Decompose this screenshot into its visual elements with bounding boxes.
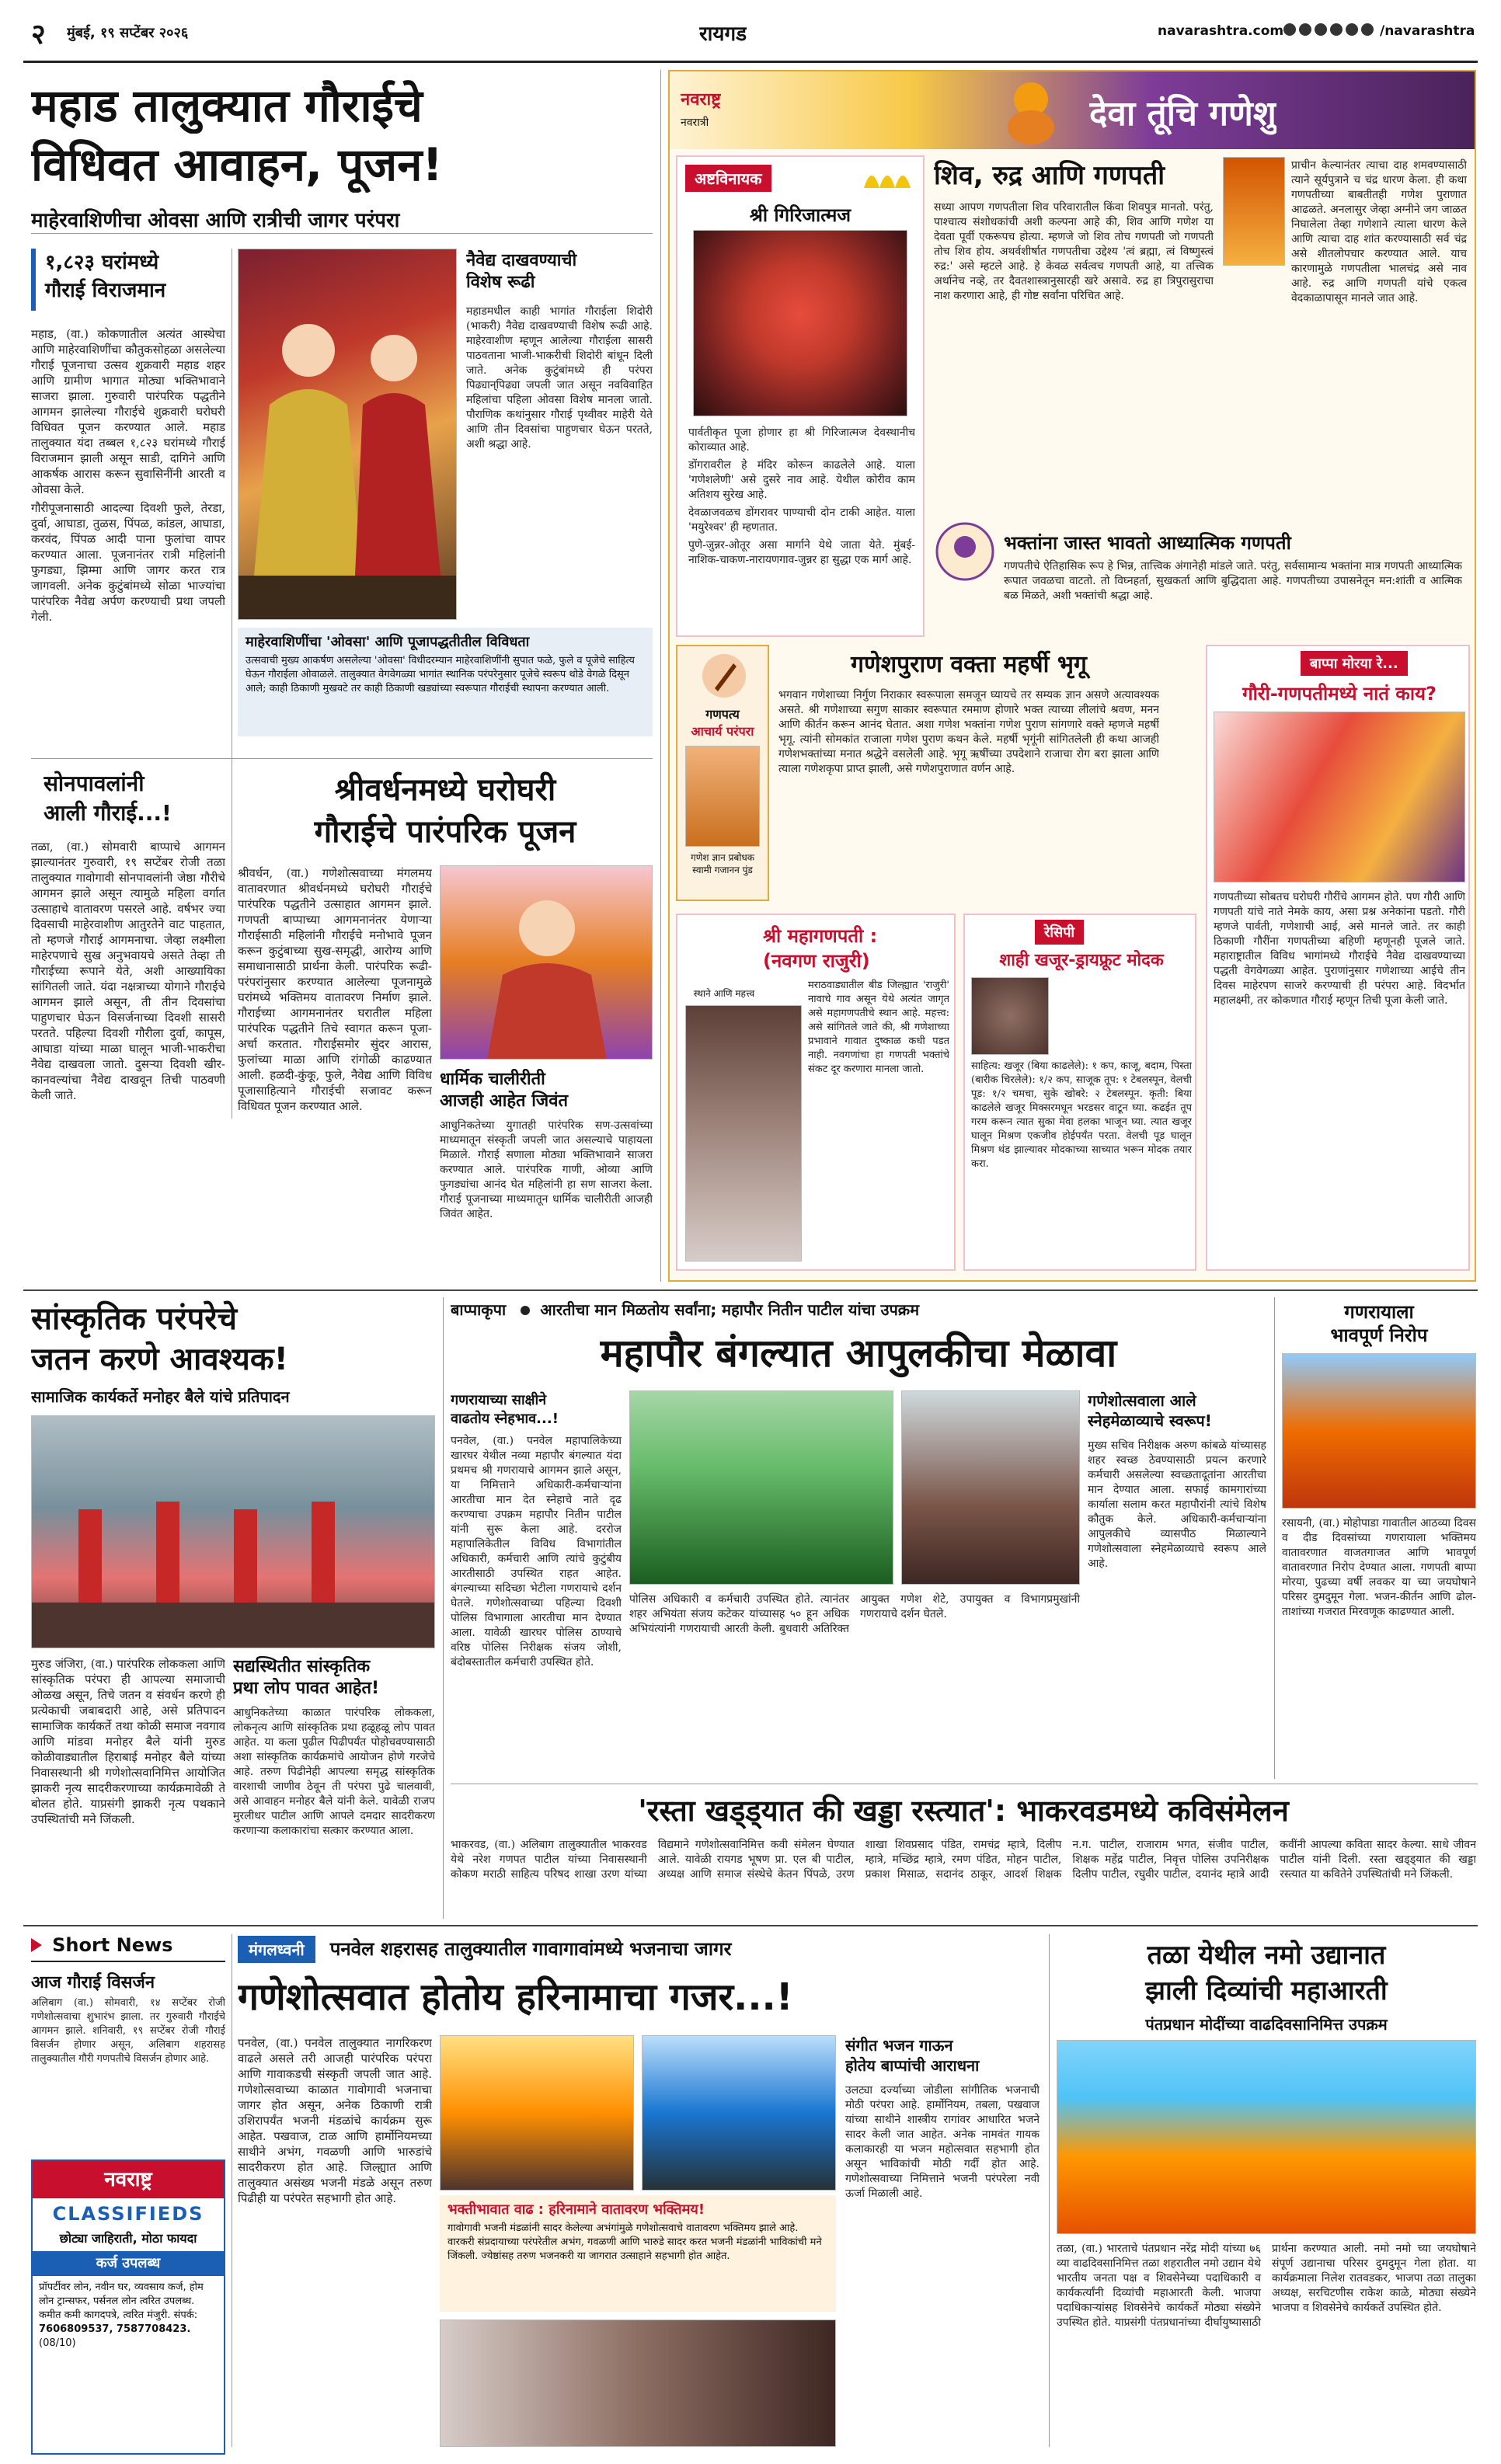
sanskrutik-headline-2: जतन करणे आवश्यक! — [31, 1342, 288, 1377]
naivedya-side-title-2: विशेष रूढी — [466, 273, 535, 292]
shrivardhan-body: श्रीवर्धन, (वा.) गणेशोत्सवाच्या मंगलमय वातावरणात श्रीवर्धनमध्ये घरोघरी गौराईचे पारंपरिक पद्धतीने उत्साहात आगमन झाले. गणपती बाप्पाच्या आगमनानंतर येणाऱ्या गौराईसाठी महिलांनी गौराईचे मनोभावे पूजन करून कुटुंबाच्या सुख-समृद्धी, आरोग्य आणि समाधानासाठी प्रार्थना केली. पारंपरिक रूढी-परंपरांनुसार करण्यात आलेल्या पूजनामुळे घरांमध्ये भक्तिमय वातावरण निर्माण झाले. गौराईच्या आगमनानंतर घरातील महिला पारंपरिक पद्धतीने तिचे स्वागत करून पूजा-अर्चा करतात. गौराईसमोर सुंदर आरास, फुलांच्या माळा आणि रांगोळी काढण्यात आली. हळदी-कुंकू, फुले, नैवेद्य आणि विविध पूजासाहित्याने गौराईची सजावट करून विधिवत पूजन करण्यात आले. — [238, 866, 432, 1113]
header-rule — [23, 61, 1478, 63]
mahapaur-aarti-photo — [629, 1390, 893, 1585]
section-name: रायगड — [699, 23, 747, 46]
naivedya-side-title-1: नैवेद्य दाखवण्याची — [466, 251, 577, 270]
gauri-ganpati-box — [1206, 645, 1470, 1271]
harinam-caption — [440, 2195, 836, 2312]
bhajan-photo-3 — [440, 2320, 836, 2447]
classifieds-tagline: छोट्या जाहिराती, मोठा फायदा — [59, 2231, 197, 2246]
ganesh-idol-icon — [996, 76, 1066, 146]
bhajan-photo-2 — [642, 2035, 836, 2191]
mahapaur-body: पनवेल, (वा.) पनवेल महापालिकेच्या खारघर येथील नव्या महापौर बंगल्यात यंदा प्रथमच श्री गणरायाचे आगमन झाले असून, या निमित्ताने अधिकारी-कर्मचाऱ्यांना आरतीचा मान देत स्नेहाचे नाते दृढ करण्याचा उपक्रम महापौर नितीन पाटील यांनी सुरू केला आहे. दररोज महापालिकेतील विविध विभागांतील अधिकारी, कर्मचारी आणि त्यांचे कुटुंबीय आरतीसाठी उपस्थित राहत आहेत. बंगल्याच्या सदिच्छा भेटीला गणरायाचे दर्शन घेतले. गणेशोत्सवाच्या पहिल्या दिवशी पोलिस विभागाला आरतीचा मान देण्यात आला. यावेळी खारघर पोलिस ठाण्याचे वरिष्ठ पोलिस निरीक्षक संजय जोशी, बंदोबस्तातील कर्मचारी उपस्थित होते. — [451, 1435, 622, 1669]
sonpavla-title-2: आली गौराई...! — [44, 800, 172, 826]
modak-icon — [856, 160, 918, 191]
acharya-tag-2: आचार्य परंपरा — [691, 724, 754, 739]
zakari-dance-photo — [31, 1415, 435, 1648]
deva-brand-sub: नवरात्री — [681, 117, 709, 129]
mahapaur-side-title-1: गणरायाच्या साक्षीने — [451, 1392, 547, 1408]
sonpavla-body: तळा, (वा.) सोमवारी बाप्पाचे आगमन झाल्यानंतर गुरुवारी, १९ सप्टेंबर रोजी तळा तालुक्यात गावोगावी सोनपावलांनी जेष्ठा गौरीचे आगमन झाले असून त्यामुळे महिला वर्गात उत्साहाचे वातावरण पसरले आहे. वर्षभर ज्या दिवसाची माहेरवाशीण आतुरतेने वाट पाहतात, तो म्हणजे गौराई आगमनाचा. जेव्हा लक्ष्मीला माहेरपणाचे सुख अनुभवायचे असते तेव्हा ती गौराईच्या रूपाने येते, अशी आख्यायिका सांगितली जाते. यंदा नक्षत्राच्या योगाने गौराईचे आगमन झाले असून, ती तीन दिवसांचा पाहुणचार घेऊन विसर्जनाच्या दिवशी सासरी परतते. पहिल्या दिवशी गौरीला दुर्वा, कापूस, आघाडा यांच्या माळा घालून भाजी-भाकरीचा नैवेद्य दाखवला जातो. दुसऱ्या दिवशी खीर-कानवल्यांचा नैवेद्य दाखवून तिची पाठवणी केली जाते. — [31, 840, 225, 1102]
ganaraya-procession-photo — [1282, 1353, 1476, 1509]
classifieds-code: (08/10) — [39, 2337, 76, 2349]
acharya-box — [676, 645, 769, 901]
girijatmaj-title: श्री गिरिजात्मज — [749, 204, 851, 226]
deva-tunchi-section — [668, 70, 1476, 1282]
acharya-tag-1: गणपत्य — [705, 707, 740, 722]
facebook-icon[interactable] — [1283, 23, 1296, 36]
recipe-body: साहित्य: खजूर (बिया काढलेले): १ कप, काजू, बदाम, पिस्ता (बारीक चिरलेले): १/२ कप, साजूक तूप: १ टेबलस्पून, वेलची पूड: १/२ चमचा, सुके खोबरे: २ टेबलस्पून. कृती: बिया काढलेले खजूर मिक्सरमधून भरडसर वाटून घ्या. कढईत तूप गरम करून त्यात सुका मेवा हलका भाजून घ्या. त्यात खजूर घालून मिश्रण एकजीव होईपर्यंत परता. वेलची पूड घालून मिश्रण थंड झाल्यावर मोदकाच्या साच्यात भरून मोदक तयार करा. — [971, 1060, 1192, 1170]
ganaraya-title-2: भावपूर्ण निरोप — [1330, 1324, 1428, 1346]
dharmik-side-body: आधुनिकतेच्या युगातही पारंपरिक सण-उत्सवांच्या माध्यमातून संस्कृती जपली जात असल्याचे पाहायला मिळाले. गौराई सणाला मोठ्या भक्तिभावाने साजरा करण्यात आले. पारंपरिक गाणी, ओव्या आणि फुगड्यांचा आनंद घेत महिलांनी हा सण साजरा केला. गौराई पूजनाच्या माध्यमातून धार्मिक चालीरीती आजही जिवंत आहेत. — [440, 1119, 653, 1220]
mahapaur-side2-title-2: स्नेहमेळाव्याचे स्वरूप! — [1088, 1411, 1212, 1430]
shrivardhan-headline-1: श्रीवर्धनमध्ये घरोघरी — [334, 772, 556, 808]
recipe-title: शाही खजूर-ड्रायफ्रूट मोदक — [999, 951, 1164, 970]
deva-tunchi-banner — [670, 71, 1475, 149]
girijatmaj-point-4: पुणे-जुन्नर-ओतूर असा मार्गाने येथे जाता येते. मुंबई-नाशिक-चाकण-नारायणगाव-जुन्नर हा सुद्धा एक मार्ग आहे. — [688, 539, 915, 566]
classifieds-phone: 7606809537, 7587708423. — [39, 2323, 191, 2335]
mahaganpati-body: मराठवाड्यातील बीड जिल्ह्यात 'राजुरी' नावाचे गाव असून येथे अत्यंत जागृत असे महागणपतीचे स्थान आहे. महत्त्व: असे सांगितले जाते की, श्री गणेशाच्या प्रभावाने गावात दुष्काळ कधी पडत नाही. नवगणांचा हा गणपती भक्तांचे संकट दूर करणारा मानला जातो. — [808, 980, 949, 1075]
harinam-body: पनवेल, (वा.) पनवेल तालुक्यात नागरिकरण वाढले असले तरी आजही पारंपरिक परंपरा आणि गावाकडची संस्कृती जपली जात आहे. गणेशोत्सवाच्या काळात गावोगावी भजनाचा जागर होत असून, अनेक ठिकाणी रात्री उशिरापर्यंत भजनी मंडळांचे कार्यक्रम सुरू आहेत. पखवाज, टाळ आणि हार्मोनियमच्या साथीने अभंग, गवळणी आणि भारुडांचे सादरीकरण होत आहे. जिल्ह्यात आणि तालुक्यात असंख्य भजनी मंडळे असून तरुण पिढीही या परंपरेत सहभागी होत आहे. — [238, 2036, 432, 2205]
deva-brand: नवराष्ट्र — [681, 90, 721, 110]
lead-body-para-2: गौरीपूजनासाठी आदल्या दिवशी फुले, तेरडा, दुर्वा, आघाडा, तुळस, पिंपळ, कांडल, आघाडा, करवंद, पिंपळ आदी पाना फुलांचा वापर करण्यात आला. पूजनानंतर रात्री महिलांनी फुगड्या, झिम्मा आणि जागर करत रात्र जागवली. अनेक कुटुंबांमध्ये सोळा भाज्यांचा पारंपरिक नैवेद्य अर्पण करण्याची प्रथा जपली गेली. — [31, 501, 225, 624]
mahapaur-kicker — [451, 1299, 1266, 1327]
short-news-title: आज गौराई विसर्जन — [31, 1973, 155, 1992]
recipe-tag: रेसिपी — [1035, 920, 1084, 945]
classifieds-ad-text: प्रॉपर्टीवर लोन, नवीन घर, व्यवसाय कर्ज, होम लोन ट्रान्सफर, पर्सनल लोन त्वरित उपलब्ध. कमीत कमी कागदपत्रे, त्वरित मंजुरी. संपर्क: — [39, 2281, 204, 2321]
sanskrutik-rule — [443, 1297, 444, 1919]
sanskrutik-headline-1: सांस्कृतिक परंपरेचे — [31, 1301, 238, 1337]
harinam-kicker — [238, 1936, 1015, 1967]
sangeet-body: उलट्या दर्ज्याच्या जोडीला सांगीतिक भजनाची मोठी परंपरा आहे. हार्मोनियम, तबला, पखवाज यांच्या साथीने शास्त्रीय रागांवर आधारित भजने सादर केली जात आहेत. अनेक नामवंत गायक कलाकारही या भजन महोत्सवात सहभागी होत असून भाविकांची मोठी गर्दी होत आहे. गणेशोत्सवाच्या निमित्ताने भजनी परंपरेला नवी ऊर्जा मिळाली आहे. — [845, 2084, 1040, 2200]
short-news-header — [31, 1934, 225, 1962]
sanskrutik-side-title-2: प्रथा लोप पावत आहेत! — [233, 1679, 380, 1698]
date-line: मुंबई, १९ सप्टेंबर २०२६ — [67, 25, 189, 41]
namo-aarti-photo — [1057, 2040, 1476, 2234]
lead-caption-body: उत्सवाची मुख्य आकर्षण असलेल्या 'ओवसा' विधीदरम्यान माहेरवाशिणींनी सुपात फळे, फुले व पूजेचे साहित्य घेऊन गौराईला ओवाळले. तालुक्यात वेगवेगळ्या भागांत स्थानिक परंपरेनुसार पूजेचे स्वरूप थोडे वेगळे दिसून आले; काही ठिकाणी मुखवटे तर काही ठिकाणी खड्यांच्या स्वरूपात गौराईची स्थापना करण्यात आली. — [246, 655, 635, 694]
namo-headline-2: झाली दिव्यांची महाआरती — [1145, 1975, 1388, 2006]
modak-photo — [971, 977, 1049, 1055]
site-url[interactable]: navarashtra.com — [1158, 23, 1284, 39]
sangeet-title-1: संगीत भजन गाऊन — [845, 2036, 953, 2055]
lead-headline-1: महाड तालुक्यात गौराईचे — [31, 79, 423, 132]
bhrigu-body: भगवान गणेशाच्या निर्गुण निराकार स्वरूपाला समजून घ्यायचे तर सम्यक ज्ञान असणे अत्यावश्यक असते. श्री गणेशाच्या सगुण साकार स्वरूपात रममाण होणारे भक्त त्याच्या लीलांचे श्रवण, मनन आणि कीर्तन करून आनंद घेतात. अशा गणेश भक्तांना गणेश पुराण सांगणारे वक्ते म्हणजे महर्षी भृगू. त्यांनी सोमकांत राजाला गणेश पुराण कथन केले. महर्षी भृगूंनी सांगितलेली ही कथा आजही गणेशभक्तांच्या मनात श्रद्धेने वसलेली आहे. भृगू ऋषींच्या उपदेशाने राजाचा रोग बरा झाला आणि त्याला गणेशकृपा प्राप्त झाली, असे गणेशपुराणात वर्णन आहे. — [778, 689, 1159, 775]
mahapaur-kicker-text: आरतीचा मान मिळतोय सर्वांना; महापौर नितीन पाटील यांचा उपक्रम — [540, 1300, 920, 1319]
mahapaur-body-2: पोलिस अधिकारी व कर्मचारी उपस्थित होते. त्यानंतर शहर अभियंता संजय कटेकर यांच्यासह ५० हून अधिक अभियंत्यांनी गणरायाची आरती केली. बुधवारी अतिरिक्त आयुक्त गणेश शेटे, उपायुक्त व विभागप्रमुखांनी गणरायाचे दर्शन घेतले. — [629, 1593, 1080, 1635]
shrivardhan-gauri-figure — [441, 866, 653, 1060]
classifieds-section: कर्ज उपलब्ध — [33, 2251, 224, 2276]
lead-body-para-1: महाड, (वा.) कोकणातील अत्यंत आस्थेचा आणि माहेरवाशिणींचा कौतुकसोहळा असलेल्या गौराई पूजनाचा उत्सव शुक्रवारी महाड शहर आणि ग्रामीण भागात मोठ्या भक्तिभावाने साजरा झाला. गुरुवारी पारंपरिक पद्धतीने आगमन झालेल्या गौराईचे शुक्रवारी घरोघरी विधिवत पूजन करण्यात आले. महाड तालुक्यात यंदा तब्बल १,८२३ घरांमध्ये गौराई विराजमान झाली असून साडी, दागिने आणि आकर्षक आरास करून सुवासिनींनी आरती व ओवसा केले. — [31, 327, 225, 496]
quill-icon — [701, 653, 747, 699]
bhajan-photo-1 — [440, 2035, 634, 2191]
mahapaur-headline: महापौर बंगल्यात आपुलकीचा मेळावा — [600, 1331, 1117, 1376]
bhrigu-title: गणेशपुराण वक्ता महर्षी भृगू — [851, 651, 1087, 678]
classifieds-box — [31, 2159, 225, 2455]
girijatmaj-idol-photo — [693, 230, 907, 416]
gauri-ganpati-title: गौरी-गणपतीमध्ये नातं काय? — [1242, 683, 1437, 705]
harinam-headline: गणेशोत्सवात होतोय हरिनामाचा गजर...! — [238, 1975, 793, 2019]
ashtavinayak-tag: अष्टविनायक — [685, 165, 771, 192]
lead-subhead-rule — [31, 233, 653, 234]
sanskrutik-side-title-1: सद्यस्थितीत सांस्कृतिक — [233, 1657, 371, 1676]
acharya-caption: गणेश ज्ञान प्रबोधक स्वामी गजानन पुंड — [690, 852, 755, 875]
girijatmaj-point-3: देवळाजवळच डोंगरावर पाण्याची दोन टाकी आहेत. याला 'मयुरेश्वर' ही म्हणतात. — [688, 506, 915, 534]
shiv-rudra-title: शिव, रुद्र आणि गणपती — [934, 160, 1165, 191]
mahaganpati-box — [676, 914, 956, 1271]
harinam-caption-title: भक्तीभावात वाढ : हरिनामाने वातावरण भक्तिमय! — [448, 2201, 705, 2218]
mahapaur-side2-title-1: गणेशोत्सवाला आले — [1088, 1391, 1196, 1410]
gauri-idol-figure — [239, 249, 457, 620]
girijatmaj-points — [688, 426, 915, 634]
social-handle[interactable]: /navarashtra — [1380, 23, 1475, 39]
page-number: २ — [31, 19, 46, 50]
shrivardhan-gauri-photo — [440, 865, 653, 1060]
bhakta-title: भक्तांना जास्त भावतो आध्यात्मिक गणपती — [1004, 532, 1291, 554]
shiv-rudra-body: सध्या आपण गणपतीला शिव परिवारातील किंवा शिवपुत्र मानतो. परंतु, पाश्चात्य संशोधकांची अशी कल्पना आहे की, शिव आणि गणेश या देवता पूर्वी एकरूपच होत्या. म्हणजे जो शिव तोच गणपती जो गणपती तोच शिव होय. अथर्वशीर्षात गणपतीचा उद्देश्य 'त्वं ब्रह्मा, त्वं विष्णुस्त्वं रुद्र:' असे म्हटले आहे. हे केवळ सर्वत्वच गणपती आहे, या तत्त्विक अर्थानेच नव्हे, तर दैवतशास्त्रानुसारही खरे असावे. रुद्र हा त्रिपुरासुराचा नाश करणारा आहे, ही गोष्ट सर्वांना परिचित आहे. — [934, 201, 1214, 302]
mahaganpati-idol-photo — [685, 1005, 802, 1262]
sanskrutik-subhead: सामाजिक कार्यकर्ते मनोहर बैले यांचे प्रतिपादन — [31, 1387, 290, 1406]
mahaganpati-title: श्री महागणपती : — [763, 925, 878, 947]
lead-kicker-line-1: १,८२३ घरांमध्ये — [45, 251, 159, 274]
ashtavinayak-box — [676, 155, 925, 637]
short-news-body: अलिबाग (वा.) सोमवारी, १४ सप्टेंबर रोजी गणेशोत्सवाचा शुभारंभ झाला. तर गुरुवारी गौराईचे आगमन झाले. शनिवारी, १९ सप्टेंबर रोजी गौराई विसर्जन होणार असून, अलिबाग शहरासह तालुक्यातील गौरी गणपतीचे विसर्जन होणार आहे. — [31, 1997, 225, 2065]
mahaganpati-sub: (नवगण राजुरी) — [763, 950, 870, 972]
girijatmaj-point-2: डोंगरावरील हे मंदिर कोरून काढलेले आहे. याला 'गणेशलेणी' असे दुसरे नाव आहे. येथील कोरीव काम अतिशय सुरेख आहे. — [688, 459, 915, 501]
mahapaur-side-title-2: वाढतोय स्नेहभाव...! — [451, 1411, 559, 1427]
namo-headline-1: तळा येथील नमो उद्यानात — [1147, 1940, 1386, 1971]
deva-banner-title: देवा तूंचि गणेशु — [1089, 94, 1276, 134]
sanskrutik-body: मुरुड जंजिरा, (वा.) पारंपरिक लोककला आणि सांस्कृतिक परंपरा ही आपल्या समाजाची ओळख असून, तिचे जतन व संवर्धन करणे ही प्रत्येकाची जबाबदारी आहे, असे प्रतिपादन सामाजिक कार्यकर्ते तथा कोळी समाज नवगाव आणि मांडवा मनोहर बैले यांनी मुरुड कोळीवाड्यातील हिराबाई मनोहर बैले यांच्या निवासस्थानी श्री गणेशोत्सवानिमित्त आयोजित झाकरी नृत्य सादरीकरणाच्या कार्यक्रमावेळी ते बोलत होते. याप्रसंगी झाकरी नृत्य पथकाने उपस्थितांची मने जिंकली. — [31, 1657, 225, 1826]
kavisammelan-headline: 'रस्ता खड्ड्यात की खड्डा रस्त्यात': भाकरवडमध्ये कविसंमेलन — [638, 1794, 1289, 1828]
mahapaur-rule — [1274, 1297, 1275, 1779]
harinam-rule — [1049, 1934, 1050, 2447]
namo-body: तळा, (वा.) भारताचे पंतप्रधान नरेंद्र मोदी यांच्या ७६ व्या वाढदिवसानिमित्त तळा शहरातील नमो उद्यान येथे भारतीय जनता पक्ष व शिवसेनेच्या पदाधिकारी व कार्यकर्त्यांनी दिव्यांची महाआरती केली. भाजपा पदाधिकाऱ्यांसह शिवसेनेचे कार्यकर्ते मोठ्या संख्येने उपस्थित होते. याप्रसंगी पंतप्रधानांच्या दीर्घायुष्यासाठी प्रार्थना करण्यात आली. नमो नमो च्या जयघोषाने संपूर्ण उद्यानाचा परिसर दुमदुमून गेला होता. या कार्यक्रमाला निलेश रातवडकर, भाजपा तळा तालुका अध्यक्ष, सरचिटणीस राकेश काळे, मोठ्या संख्येने भाजपा व शिवसेनेचे कार्यकर्ते उपस्थित होते. — [1057, 2243, 1476, 2329]
lead-kicker-line-2: गौराई विराजमान — [45, 279, 166, 302]
mahapaur-side2-body: मुख्य सचिव निरीक्षक अरुण कांबळे यांच्यासह शहर स्वच्छ ठेवण्यासाठी प्रयत्न करणारे कर्मचारी असलेल्या स्वच्छतादूतांना आरतीचा मान देण्यात आला. सफाई कामगारांच्या कार्याला सलाम करत महापौरांनी त्यांचे विशेष कौतुक केले. अधिकारी-कर्मचाऱ्यांना आपुलकीचे व्यासपीठ मिळाल्याने गणेशोत्सवाला स्नेहमेळाव्याचे स्वरूप आले आहे. — [1088, 1439, 1266, 1570]
kavisammelan-body: भाकरवड, (वा.) अलिबाग तालुक्यातील भाकरवड येथे नरेश गणपत पाटील यांच्या निवासस्थानी कोकण मराठी साहित्य परिषद शाखा उरण यांच्या विद्यमाने गणेशोत्सवानिमित्त कवी संमेलन घेण्यात आले. यावेळी रायगड भूषण प्रा. एल बी पाटील, अध्यक्ष आणि समाज संस्थेचे केतन पिंपळे, उरण शाखा शिवप्रसाद पंडित, रामचंद्र म्हात्रे, दिलीप म्हात्रे, मच्छिंद्र म्हात्रे, रमण पंडित, मोहन पाटील, प्रकाश मिसाळ, सदानंद ठाकूर, आदर्श शिक्षक न.ग. पाटील, राजाराम भगत, संजीव पाटील, शिक्षक महेंद्र पाटील, निवृत्त पोलिस उपनिरीक्षक दिलीप पाटील, रघुवीर पाटील, दयानंद म्हात्रे आदी कवींनी आपल्या कविता सादर केल्या. साधे जीवन पाटील यांनी दिली. रस्ता खड्ड्यात की खड्डा रस्त्यात या कवितेने उपस्थितांची मने जिंकली. — [451, 1839, 1476, 1881]
bhakta-body: गणपतीचे ऐतिहासिक रूप हे भिन्न, तात्त्विक अंगानेही मांडले जाते. परंतु, सर्वसामान्य भक्तांना मात्र गणपती आध्यात्मिक रूपात जवळचा वाटतो. तो विघ्नहर्ता, सुखकर्ता आणि बुद्धिदाता आहे. गणपतीच्या उपासनेतून मन:शांती व आत्मिक बळ मिळते, अशी भक्तांची श्रद्धा आहे. — [1004, 560, 1462, 602]
lead-kicker — [31, 249, 225, 311]
swami-photo — [685, 746, 760, 847]
x-icon[interactable] — [1299, 23, 1311, 36]
mahapaur-police-photo — [901, 1390, 1080, 1585]
gauri-idol-photo — [238, 249, 457, 620]
dancers-figure — [32, 1416, 435, 1648]
sonpavla-title-1: सोनपावलांनी — [44, 771, 145, 796]
linkedin-icon[interactable] — [1361, 23, 1374, 36]
mid-rule-1 — [23, 1289, 1478, 1291]
mahapaur-kicker-tag: बाप्पाकृपा — [451, 1300, 507, 1319]
lead-bottom-rule — [31, 758, 653, 759]
recipe-box — [963, 914, 1196, 1271]
harinam-caption-body: गावोगावी भजनी मंडळांनी सादर केलेल्या अभंगांमुळे गणेशोत्सवाचे वातावरण भक्तिमय झाले आहे. वारकरी संप्रदायाच्या परंपरेतील अभंग, गवळणी आणि भारुडे सादर करत भजनी मंडळांनी भाविकांची मने जिंकली. ज्येष्ठांसह तरुण भजनकरी या जागरात उत्साहाने सहभागी होत आहेत. — [448, 2222, 822, 2262]
whatsapp-icon[interactable] — [1330, 23, 1343, 36]
mahaganpati-caption: स्थाने आणि महत्त्व — [693, 988, 755, 999]
shrivardhan-headline-2: गौराईचे पारंपरिक पूजन — [314, 814, 576, 850]
classifieds-ad[interactable] — [39, 2281, 218, 2436]
lead-subhead: माहेरवाशिणीचा ओवसा आणि रात्रीची जागर परंपरा — [31, 209, 400, 232]
classifieds-brand: नवराष्ट्र — [33, 2161, 224, 2198]
sangeet-title-2: होतेय बाप्पांची आराधना — [845, 2056, 980, 2075]
gauri-ganpati-body: गणपतीच्या सोबतच घरोघरी गौरींचे आगमन होते. पण गौरी आणि गणपती यांचे नाते नेमके काय, असा प्रश्न अनेकांना पडतो. गौरी म्हणजे पार्वती, गणेशाची आई, असे मानले जाते. तर काही ठिकाणी गौरींना गणपतीच्या बहिणी म्हणूनही पूजले जाते. महाराष्ट्रातील विविध भागांमध्ये गौराईचे नैवेद्य दाखवण्याच्या पद्धती वेगवेगळ्या आहेत. पुराणांनुसार गणेशाच्या आईचे तीन दिवस माहेरपण साजरे करण्याची ही परंपरा आहे. विदर्भात महालक्ष्मी, तर कोकणात गौराई म्हणून तिची पूजा केली जाते. — [1214, 891, 1465, 1007]
ganaraya-title-1: गणरायाला — [1344, 1301, 1414, 1323]
classifieds-label: CLASSIFIEDS — [52, 2203, 204, 2225]
girijatmaj-point-1: पार्वतीकृत पूजा होणार हा श्री गिरिजात्मज देवस्थानीच कोराव्यात आहे. — [688, 426, 915, 454]
ganesh-emblem-icon — [934, 520, 996, 583]
shiv-rudra-body-2: प्राचीन केल्यानंतर त्याचा दाह शमवण्यासाठी त्याने सूर्यपुत्राने च चंद्र धारण केला. ही कथा गणपतीच्या बाबतीतही गणेश पुराणात आढळते. अनलासुर जेव्हा अग्नीने जग जाळत निघालेला तेव्हा गणेशाने त्याला धारण केले आणि त्याचा दाह शांत करण्यासाठी सर्व चंद्र असे शीतलोपचार करण्यात आले. याच कारणामुळे गणपतीला भालचंद्र असे नाव आहे. रुद्र आणि गणपती यांचे एकत्व वेदकाळापासून मानले जात आहे. — [1291, 159, 1467, 305]
mid-rule-3 — [23, 1925, 1478, 1926]
namo-subhead: पंतप्रधान मोदींच्या वाढदिवसानिमित्त उपक्रम — [1145, 2015, 1388, 2034]
harinam-kicker-tag: मंगलध्वनी — [238, 1936, 315, 1963]
bappa-tag: बाप्पा मोरया रे... — [1301, 651, 1408, 676]
bullet-icon — [521, 1306, 530, 1315]
ganaraya-body: रसायनी, (वा.) मोहोपाडा गावातील आठव्या दिवस व दीड दिवसांच्या गणरायाला भक्तिमय वातावरणात वाजतगाजत आणि भावपूर्ण वातावरणात निरोप देण्यात आला. गणपती बाप्पा मोरया, पुढच्या वर्षी लवकर या च्या जयघोषाने परिसर दुमदुमून गेला. भजन-कीर्तन आणि ढोल-ताशांच्या गजरात मिरवणूक काढण्यात आली. — [1282, 1517, 1476, 1618]
main-col-rule — [660, 70, 661, 1282]
instagram-icon[interactable] — [1315, 23, 1327, 36]
ganesh-murti-photo — [1223, 157, 1285, 266]
gauri-ganpati-photo — [1214, 712, 1465, 882]
naivedya-side-body: महाडमधील काही भागांत गौराईला शिदोरी (भाकरी) नैवेद्य दाखवण्याची विशेष रूढी आहे. माहेरवाशीण म्हणून आलेल्या गौराईला सासरी पाठवताना भाजी-भाकरीची शिदोरी बांधून दिली जाते. अनेक कुटुंबांमध्ये ही परंपरा पिढ्यान्‌पिढ्या जपली जात असून नवविवाहित महिलांचा पहिला ओवसा विशेष मानला जातो. पौराणिक कथांनुसार गौराई पृथ्वीवर माहेरी येते आणि तीन दिवसांचा पाहुणचार घेऊन परतते, अशी श्रद्धा आहे. — [466, 305, 653, 451]
dharmik-side-title-1: धार्मिक चालीरीती — [440, 1070, 545, 1089]
lead-caption — [238, 628, 653, 736]
social-icons — [1283, 23, 1377, 39]
sanskrutik-side-body: आधुनिकतेच्या काळात पारंपरिक लोककला, लोकनृत्य आणि सांस्कृतिक प्रथा हळूहळू लोप पावत आहेत. या कला पुढील पिढीपर्यंत पोहोचवण्यासाठी अशा सांस्कृतिक कार्यक्रमांचे आयोजन होणे गरजेचे आहे. तरुण पिढीनेही आपल्या समृद्ध सांस्कृतिक वारशाची जाणीव ठेवून ती परंपरा पुढे चालवावी, असे आवाहन मनोहर बैले यांनी केले. यावेळी राजप मुरलीधर पाटील आणि आपले दमदार सादरीकरण करणाऱ्या कलाकारांचा सत्कार करण्यात आला. — [233, 1707, 435, 1837]
dharmik-side-title-2: आजही आहेत जिवंत — [440, 1091, 569, 1111]
youtube-icon[interactable] — [1346, 23, 1358, 36]
harinam-kicker-text: पनवेल शहरासह तालुक्यातील गावागावांमध्ये भजनाचा जागर — [329, 1938, 732, 1960]
lead-headline-2: विधिवत आवाहन, पूजन! — [31, 138, 443, 191]
page-header — [0, 0, 1501, 62]
play-icon — [31, 1938, 42, 1952]
lead-caption-title: माहेरवाशिणींचा 'ओवसा' आणि पूजापद्धतीतील विविधता — [246, 634, 530, 650]
short-news-label: Short News — [52, 1934, 173, 1956]
